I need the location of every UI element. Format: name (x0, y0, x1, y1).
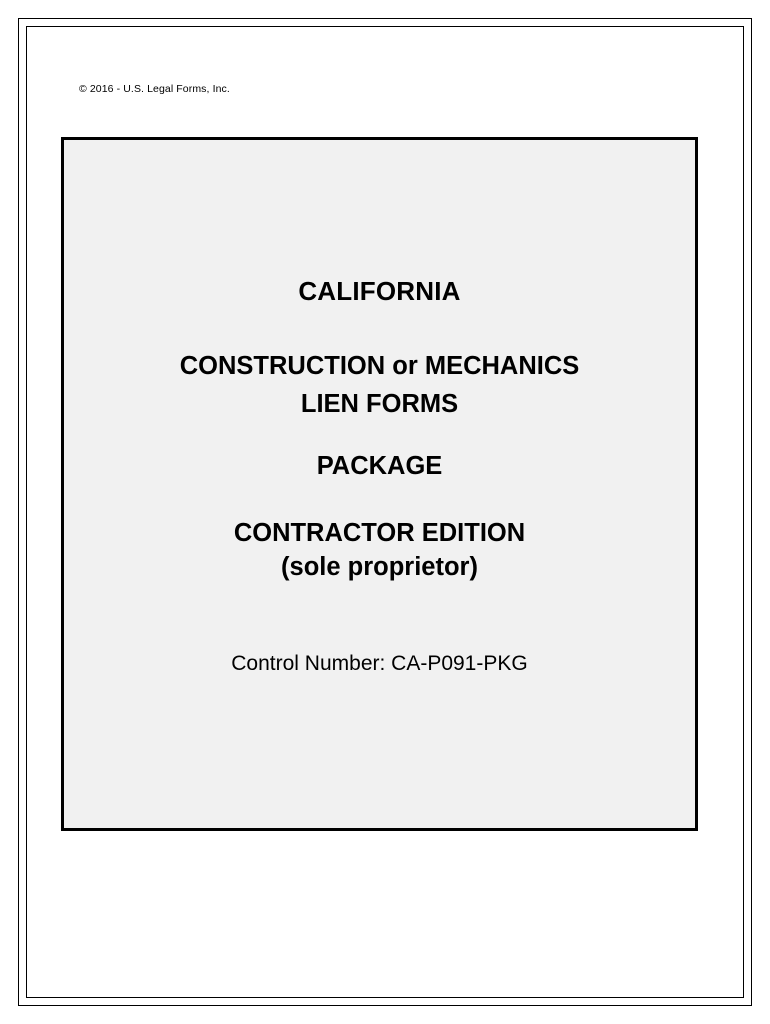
cover-form-type-line1: CONSTRUCTION or MECHANICS (179, 352, 580, 380)
page-outer-border (18, 18, 752, 1006)
spacer-4 (64, 586, 695, 652)
cover-form-type-line2: LIEN FORMS (300, 390, 459, 419)
cover-title-box (61, 137, 698, 831)
cover-edition-label: CONTRACTOR EDITION (233, 518, 526, 547)
cover-title-stack (64, 276, 695, 676)
cover-package-label: PACKAGE (316, 451, 443, 480)
cover-state-title: CALIFORNIA (298, 276, 461, 306)
spacer-3 (64, 481, 695, 519)
cover-edition-subtitle: (sole proprietor) (281, 552, 478, 581)
page-inner-border (26, 26, 744, 998)
copyright-notice: © 2016 - U.S. Legal Forms, Inc. (79, 83, 230, 95)
cover-control-number: Control Number: CA-P091-PKG (231, 651, 528, 675)
spacer-1 (64, 307, 695, 347)
spacer-2 (64, 424, 695, 452)
